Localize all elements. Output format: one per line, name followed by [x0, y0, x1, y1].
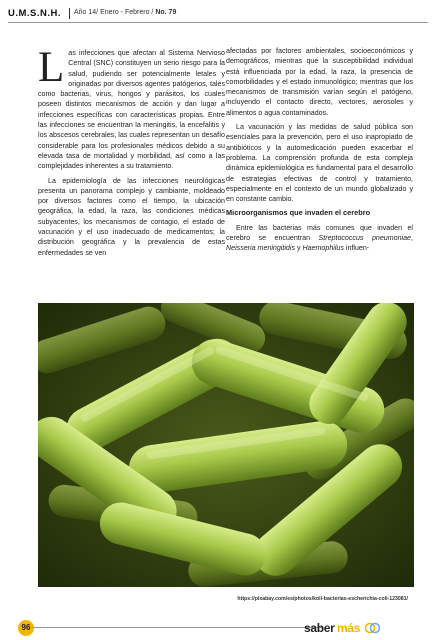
header-separator: [69, 8, 70, 19]
p5-species-2: Neisseria meningitidis: [226, 244, 295, 253]
paragraph-3: afectadas por factores ambientales, socioeconómicos y demográficos, mientras que la susceptibilidad individual está influenciada por la edad, la raza, la presencia de comorbilidades y el estado inmunológico; mientras que los mecanismos de transmisión varían según el patógeno, incluyendo el contacto directo, vectores, aerosoles y alimentos o agua contaminados.: [226, 47, 413, 117]
issue-info: [74, 9, 176, 16]
page-footer: [0, 616, 436, 640]
right-column: [226, 46, 413, 258]
page-header: [0, 0, 436, 22]
svg-text:saber: saber: [304, 621, 335, 635]
issue-number: No. 79: [155, 9, 177, 16]
drop-cap: L: [38, 44, 65, 91]
saber-mas-logo-icon: [304, 619, 384, 637]
photo-caption: https://pixabay.com/es/photos/koli-bacterias-escherichia-coli-123081/: [237, 596, 408, 602]
paragraph-1-text: as infecciones que afectan al Sistema Nervioso Central (SNC) constituyen un serio riesgo para la salud, pudiendo ser potencialmente letales y originadas por diversos agentes patógenos, tales como bacterias, virus, hongos y parásitos, los cuales poseen distintos mecanismos de acción y dan lugar a infecciones específicas con características propias. Entre las infecciones se encuentran la meningitis, la encefalitis y los abscesos cerebrales, las cuales representan un desafío considerable para los profesionales médicos debido a su elevada tasa de mortalidad y morbilidad, así como a las complejidades inherentes a su tratamiento.: [38, 49, 225, 171]
paragraph-intro: [38, 44, 225, 172]
paragraph-2: La epidemiología de las infecciones neurológicas presenta un panorama complejo y cambiante, moldeado por diversos factores como el tiempo, la ubicación geográfica, la edad, la raza, las condiciones médicas subyacentes, los mecanismos de contagio, el estado de vacunación y el uso inadecuado de medicamentos; la distribución geográfica y la prevalencia de estas enfermedades se ven: [38, 176, 225, 257]
paragraph-5: [226, 223, 413, 254]
svg-text:más: más: [337, 621, 361, 635]
paragraph-4: La vacunación y las medidas de salud pública son esenciales para la prevención, pero el uso inapropiado de antibióticos y la automedicación pueden exacerbar el problema. La comprensión profunda de esta compleja dinámica epidemiológica es fundamental para el desarrollo de estrategias efectivas de control y tratamiento, especialmente en el contexto de un mundo globalizado y en constante cambio.: [226, 123, 413, 204]
journal-brand: U.M.S.N.H.: [8, 8, 62, 19]
issue-prefix: Año 14/ Enero - Febrero /: [74, 9, 156, 16]
p5-end: influen-: [343, 244, 370, 253]
p5-species-3: Haemophilus: [302, 244, 344, 253]
header-rule: [8, 22, 428, 23]
p5-start: Entre las bacterias más comunes que invaden el cerebro se encuentran: [226, 223, 413, 243]
section-subheading: Microorganismos que invaden el cerebro: [226, 208, 371, 218]
p5-mid-1: ,: [411, 234, 413, 243]
bacteria-photo: [38, 303, 414, 587]
p5-species-1: Streptococcus pneumoniae: [318, 234, 412, 243]
left-column: [38, 44, 225, 262]
p5-mid-2: y: [295, 244, 303, 253]
footer-rule: [32, 627, 322, 628]
bacteria-illustration: [38, 303, 414, 587]
page-number: 96: [18, 620, 34, 636]
saber-mas-logo: [304, 619, 384, 640]
